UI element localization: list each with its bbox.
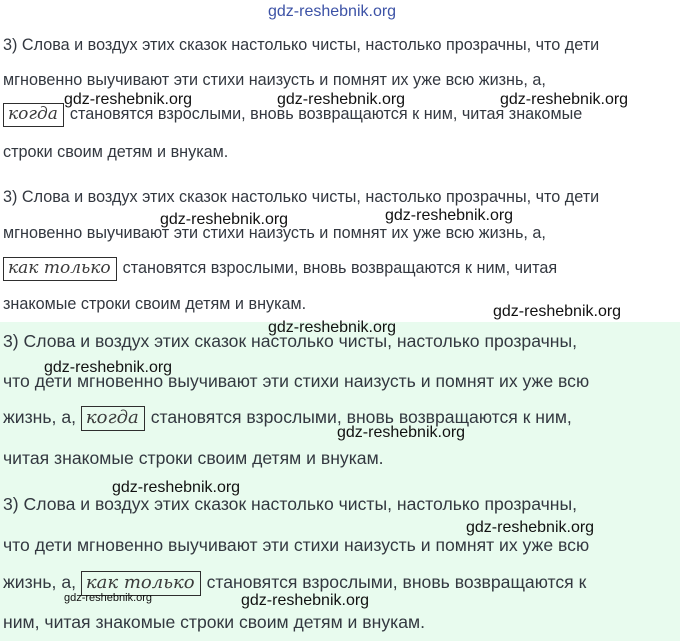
paragraph-1-line-2: мгновенно выучивают эти стихи наизусть и помнят их уже всю жизнь, а, xyxy=(3,71,546,89)
watermark-small: gdz-reshebnik.org xyxy=(64,592,153,604)
paragraph-2-line-3-text: становятся взрослыми, вновь возвращаются к ним, читая xyxy=(122,259,558,278)
watermark: gdz-reshebnik.org xyxy=(337,424,466,441)
watermark: gdz-reshebnik.org xyxy=(268,319,397,336)
boxed-conjunction: когда xyxy=(3,103,64,127)
paragraph-4-line-4: ним, читая знакомые строки своим детям и внукам. xyxy=(3,612,425,632)
paragraph-3-line-4: читая знакомые строки своим детям и внукам. xyxy=(3,448,384,468)
paragraph-3-line-3 xyxy=(3,406,572,431)
paragraph-1-line-3-text: становятся взрослыми, вновь возвращаются к ним, читая знакомые xyxy=(69,105,583,124)
watermark: gdz-reshebnik.org xyxy=(241,592,370,609)
boxed-conjunction: как только xyxy=(81,571,201,596)
paragraph-3-line-1: 3) Слова и воздух этих сказок настолько чисты, настолько прозрачны, xyxy=(3,331,578,351)
paragraph-2-line-3 xyxy=(3,257,557,281)
boxed-conjunction: когда xyxy=(81,406,145,431)
paragraph-1-line-1: 3) Слова и воздух этих сказок настолько чисты, настолько прозрачны, что дети xyxy=(3,36,600,54)
paragraph-4-line-1: 3) Слова и воздух этих сказок настолько чисты, настолько прозрачны, xyxy=(3,494,578,514)
paragraph-3-line-2: что дети мгновенно выучивают эти стихи наизусть и помнят их уже всю xyxy=(3,371,590,391)
paragraph-2-line-2: мгновенно выучивают эти стихи наизусть и помнят их уже всю жизнь, а, xyxy=(3,224,546,242)
watermark: gdz-reshebnik.org xyxy=(466,519,595,536)
boxed-conjunction: как только xyxy=(3,257,117,281)
paragraph-2-line-1: 3) Слова и воздух этих сказок настолько чисты, настолько прозрачны, что дети xyxy=(3,188,600,206)
paragraph-3-line-3-lead: жизнь, а, xyxy=(3,407,76,428)
paragraph-2-line-4: знакомые строки своим детям и внукам. xyxy=(3,295,307,313)
watermark: gdz-reshebnik.org xyxy=(493,303,622,320)
paragraph-1-line-4: строки своим детям и внукам. xyxy=(3,143,229,161)
watermark: gdz-reshebnik.org xyxy=(500,91,629,108)
paragraph-4-line-2: что дети мгновенно выучивают эти стихи наизусть и помнят их уже всю xyxy=(3,535,590,555)
watermark-top: gdz-reshebnik.org xyxy=(268,3,397,20)
watermark: gdz-reshebnik.org xyxy=(277,91,406,108)
watermark: gdz-reshebnik.org xyxy=(44,359,173,376)
paragraph-3-line-3-text: становятся взрослыми, вновь возвращаются к ним, xyxy=(150,407,572,428)
watermark: gdz-reshebnik.org xyxy=(385,207,514,224)
watermark: gdz-reshebnik.org xyxy=(160,211,289,228)
paragraph-4-line-3-text: становятся взрослыми, вновь возвращаются к xyxy=(206,572,587,593)
watermark: gdz-reshebnik.org xyxy=(64,91,193,108)
paragraph-4-line-3-lead: жизнь, а, xyxy=(3,572,76,593)
watermark: gdz-reshebnik.org xyxy=(112,479,241,496)
